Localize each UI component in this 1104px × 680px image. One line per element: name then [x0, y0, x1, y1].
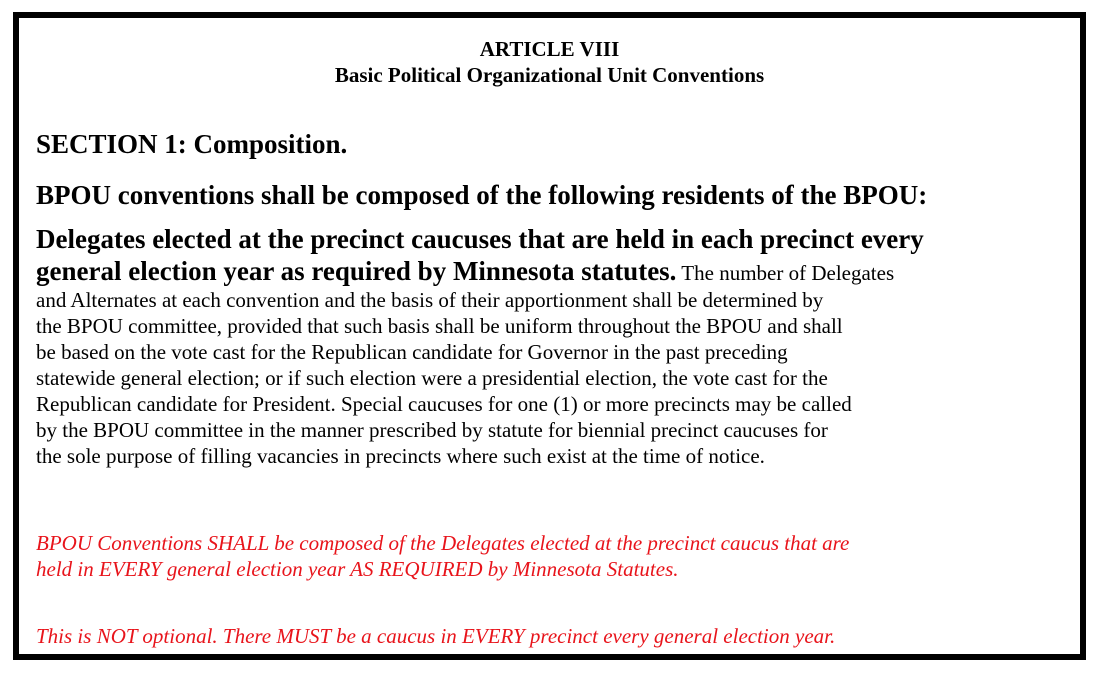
- note-line: BPOU Conventions SHALL be composed of the Delegates elected at the precinct caucus that are: [36, 531, 850, 555]
- section-paragraph: [36, 223, 1066, 469]
- paragraph-line: statewide general election; or if such election were a presidential election, the vote cast for the: [36, 366, 828, 390]
- article-title: ARTICLE VIII: [479, 37, 620, 61]
- note-line: held in EVERY general election year AS REQUIRED by Minnesota Statutes.: [36, 557, 679, 581]
- paragraph-line: the BPOU committee, provided that such basis shall be uniform throughout the BPOU and shall: [36, 314, 843, 338]
- paragraph-line: be based on the vote cast for the Republican candidate for Governor in the past preceding: [36, 340, 788, 364]
- paragraph-line: the sole purpose of filling vacancies in precincts where such exist at the time of notice.: [36, 444, 765, 468]
- paragraph-line-2: [36, 255, 1066, 287]
- paragraph-line: Republican candidate for President. Special caucuses for one (1) or more precincts may be called: [36, 392, 852, 416]
- section-heading: SECTION 1: Composition.: [36, 129, 348, 159]
- document-frame: [13, 12, 1086, 660]
- paragraph-line-2-rest: The number of Delegates: [676, 261, 895, 285]
- paragraph-line: by the BPOU committee in the manner prescribed by statute for biennial precinct caucuses for: [36, 418, 828, 442]
- paragraph-line: and Alternates at each convention and the basis of their apportionment shall be determined by: [36, 288, 824, 312]
- note-line: This is NOT optional. There MUST be a caucus in EVERY precinct every general election year.: [36, 624, 836, 648]
- red-annotation-emphasis: [36, 623, 1076, 649]
- composition-lead: BPOU conventions shall be composed of the following residents of the BPOU:: [36, 180, 928, 210]
- paragraph-bold-line-2: general election year as required by Minnesota statutes.: [36, 256, 677, 286]
- paragraph-bold-line-1: Delegates elected at the precinct caucuses that are held in each precinct every: [36, 224, 924, 254]
- red-annotation-note: [36, 530, 1076, 582]
- article-subtitle: Basic Political Organizational Unit Conventions: [334, 63, 765, 87]
